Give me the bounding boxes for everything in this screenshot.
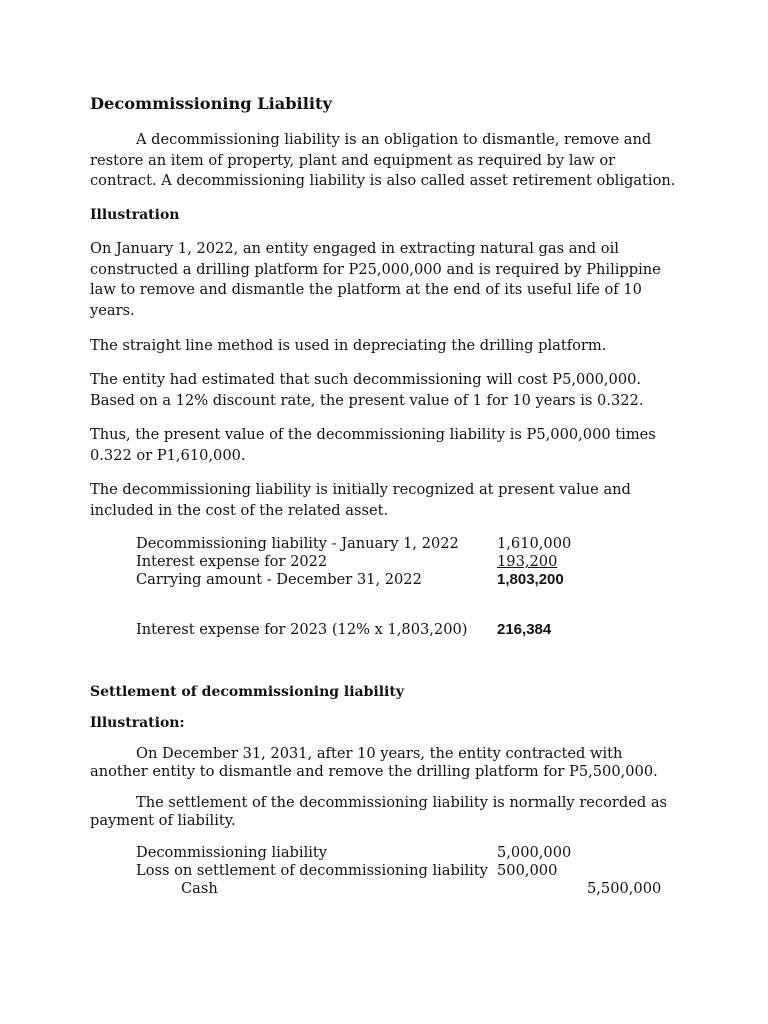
interest-2023-label: Interest expense for 2023 (12% x 1,803,200) xyxy=(136,621,468,638)
journal-credit-3: 5,500,000 xyxy=(587,880,662,897)
journal-account-3: Cash xyxy=(181,880,218,897)
schedule-label-3: Carrying amount - December 31, 2022 xyxy=(136,571,422,588)
schedule-amount-1: 1,610,000 xyxy=(497,535,572,552)
journal-debit-1: 5,000,000 xyxy=(497,844,572,861)
journal-account-2: Loss on settlement of decommissioning liability xyxy=(136,862,488,879)
paragraph-4: Thus, the present value of the decommissioning liability is P5,000,000 times 0.322 or P1,610,000. xyxy=(90,426,656,464)
journal-debit-2: 500,000 xyxy=(497,862,558,879)
schedule-amount-2: 193,200 xyxy=(497,553,558,570)
schedule-label-2: Interest expense for 2022 xyxy=(136,553,328,570)
paragraph-2: The straight line method is used in depreciating the drilling platform. xyxy=(90,337,607,354)
intro-paragraph: A decommissioning liability is an obligation to dismantle, remove and restore an item of property, plant and equipment as required by law or contract. A decommissioning liability is also called asset retirement obligation. xyxy=(90,131,676,190)
paragraph-6: On December 31, 2031, after 10 years, the entity contracted with another entity to dismantle and remove the drilling platform for P5,500,000. xyxy=(90,745,658,780)
interest-2023-amount: 216,384 xyxy=(497,621,552,638)
paragraph-7: The settlement of the decommissioning liability is normally recorded as payment of liability. xyxy=(90,794,668,829)
illustration-heading: Illustration xyxy=(90,207,180,223)
paragraph-5: The decommissioning liability is initially recognized at present value and included in the cost of the related asset. xyxy=(90,481,631,519)
paragraph-1: On January 1, 2022, an entity engaged in extracting natural gas and oil constructed a drilling platform for P25,000,000 and is required by Philippine law to remove and dismantle the platform at the end of its useful life of 10 years. xyxy=(90,240,661,319)
schedule-label-1: Decommissioning liability - January 1, 2022 xyxy=(136,535,459,552)
page-title: Decommissioning Liability xyxy=(90,94,332,113)
journal-account-1: Decommissioning liability xyxy=(136,844,328,861)
schedule-amount-3: 1,803,200 xyxy=(497,571,564,588)
illustration2-heading: Illustration: xyxy=(90,715,185,731)
settlement-heading: Settlement of decommissioning liability xyxy=(90,684,404,700)
paragraph-3: The entity had estimated that such decommissioning will cost P5,000,000. Based on a 12% discount rate, the present value of 1 for 10 years is 0.322. xyxy=(90,371,644,409)
